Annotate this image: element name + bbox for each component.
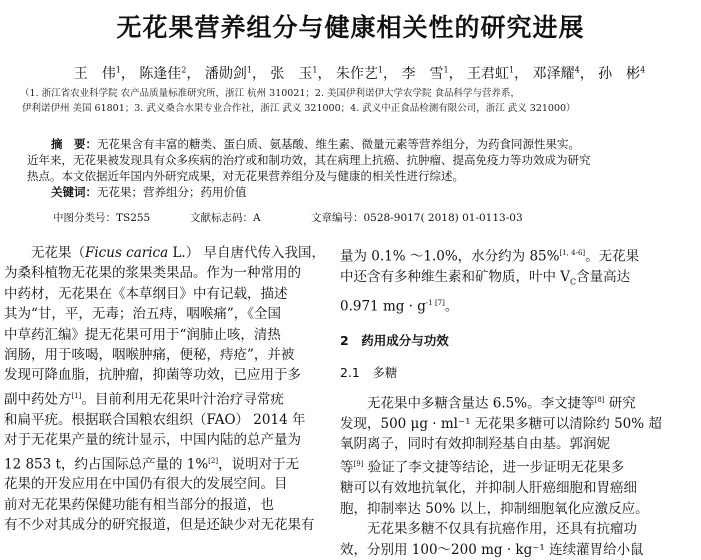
subsection-heading: 2.1 多糖 [340,365,398,381]
body-line: 发现可降血脂，抗肿瘤，抑菌等功效，已应用于多 [4,367,301,384]
author: 张 玉$^1$ [270,65,318,82]
author: 王君虹$^1$ [467,65,515,82]
body-line: 糖可以有效地抗氧化，并抑制人肝癌细胞和胃癌细 [340,480,637,497]
keywords: 关键词：无花果；营养组分；药用价值 [51,185,247,199]
body-line: 对于无花果产量的统计显示，中国内陆的总产量为 [4,432,301,449]
body-line: 12 853 t，约占国际总产量的 1%[2]，说明对于无 [4,456,300,473]
author: 陈逢佳$^2$ [139,65,187,82]
clc-number: 中图分类号：TS255 [53,212,151,224]
body-line: 和扁平疣。根据联合国粮农组织（FAO） 2014 年 [4,411,306,428]
abstract-line: 近年来，无花果被发现具有众多疾病的治疗或和制功效，其在病理上抗癌、抗肿瘤、提高免疫力等功效成为研究 [27,153,591,167]
body-column-left [4,243,328,536]
paper-title: 无花果营养组分与健康相关性的研究进展 [116,13,585,42]
body-line: 等[9] 验证了李文捷等结论，进一步证明无花果多 [340,459,625,476]
author: 李 雪$^1$ [401,65,449,82]
author: 王 伟$^1$ [73,65,121,82]
body-line: 无花果（Ficus carica L.） 早自唐代传入我国， [4,245,325,261]
body-line: 效，分别用 100～200 mg · kg⁻¹ 连续灌胃给小鼠 [340,541,644,558]
author-list: 王 伟$^1$， 陈逢佳$^2$， 潘勋剑$^1$， 张 玉$^1$， 朱作艺$^1$， 李 雪$^1$， 王君虹$^1$， 邓泽耀$^4$， 孙 彬$^4$ [73,65,646,82]
author: 孙 彬$^4$ [598,65,646,82]
body-line: 中药材，无花果在《本草纲目》中有记载，描述 [4,285,288,302]
abstract-line: 热点。本文依据近年国内外研究成果，对无花果营养组分及与健康的相关性进行综述。 [27,169,464,183]
body-line: 中还含有多种维生素和矿物质，叶中 $V_C$含量高达 [340,268,631,287]
author: 邓泽耀$^4$ [532,65,580,82]
body-line: 其为“甘，平，无毒；治五痔，咽喉痛”，《全国 [4,306,282,323]
body-line: 0.971 mg · $g^{-1 [7]}$。 [340,298,459,315]
body-line: 氧阴离子，同时有效抑制羟基自由基。郭润妮 [340,436,610,453]
affiliation-line: （1. 浙江省农业科学院 农产品质量标准研究所，浙江 杭州 310021；2. 美国伊利诺伊大学农学院 食品科学与营养系， [20,88,521,99]
body-line: 前对无花果药保健功能有相当部分的报道，也 [4,496,274,513]
body-line: 发现，500 μg · ml⁻¹ 无花果多糖可以清除约 50% 超 [340,415,662,432]
body-line: 为桑科植物无花果的浆果类果品。作为一种常用的 [4,265,301,282]
author: 朱作艺$^1$ [335,65,384,82]
abstract-label: 摘 要： [51,137,97,151]
abstract [27,136,687,200]
author: 潘勋剑$^1$ [204,65,252,82]
abstract-line: 摘 要：无花果含有丰富的糖类、蛋白质、氨基酸、维生素、微量元素等营养组分，为药食同源性果实。 [51,137,580,151]
section-heading: 2 药用成分与功效 [340,332,449,348]
article-number: 文章编号：0528-9017( 2018) 01-0113-03 [311,212,523,224]
body-line: 无花果多糖不仅具有抗癌作用，还具有抗瘤功 [340,521,637,538]
affiliation-line: 伊利诺伊州 美国 61801；3. 武义桑合水果专业合作社，浙江 武义 321000；4. 武义中正食品检测有限公司，浙江 武义 321000） [22,103,576,114]
body-column-right [340,243,696,560]
body-line: 有不少对其成分的研究报道，但是还缺少对无花果有 [4,517,315,534]
body-line: 润肠，用于咳喝，咽喉肿痛，便秘，痔疮”，并被 [4,347,295,364]
body-line: 花果的开发应用在中国仍有很大的发展空间。目 [4,476,288,493]
body-line: 胞，抑制率达 50% 以上，抑制细胞氧化应激反应。 [340,500,649,517]
keywords-label: 关键词： [51,185,97,199]
body-line: 中草药汇编》提无花果可用于“润肺止咳，清热 [4,326,281,343]
body-line: 副中药处方[1]。目前利用无花果叶汁治疗寻常疣 [4,391,284,408]
document-code: 文献标志码：A [190,212,261,224]
body-line: 无花果中多糖含量达 6.5%。李文捷等[8] 研究 [340,395,636,412]
body-line: 量为 0.1% ～1.0%，水分约为 85%[1, 4-6]。无花果 [340,248,640,265]
